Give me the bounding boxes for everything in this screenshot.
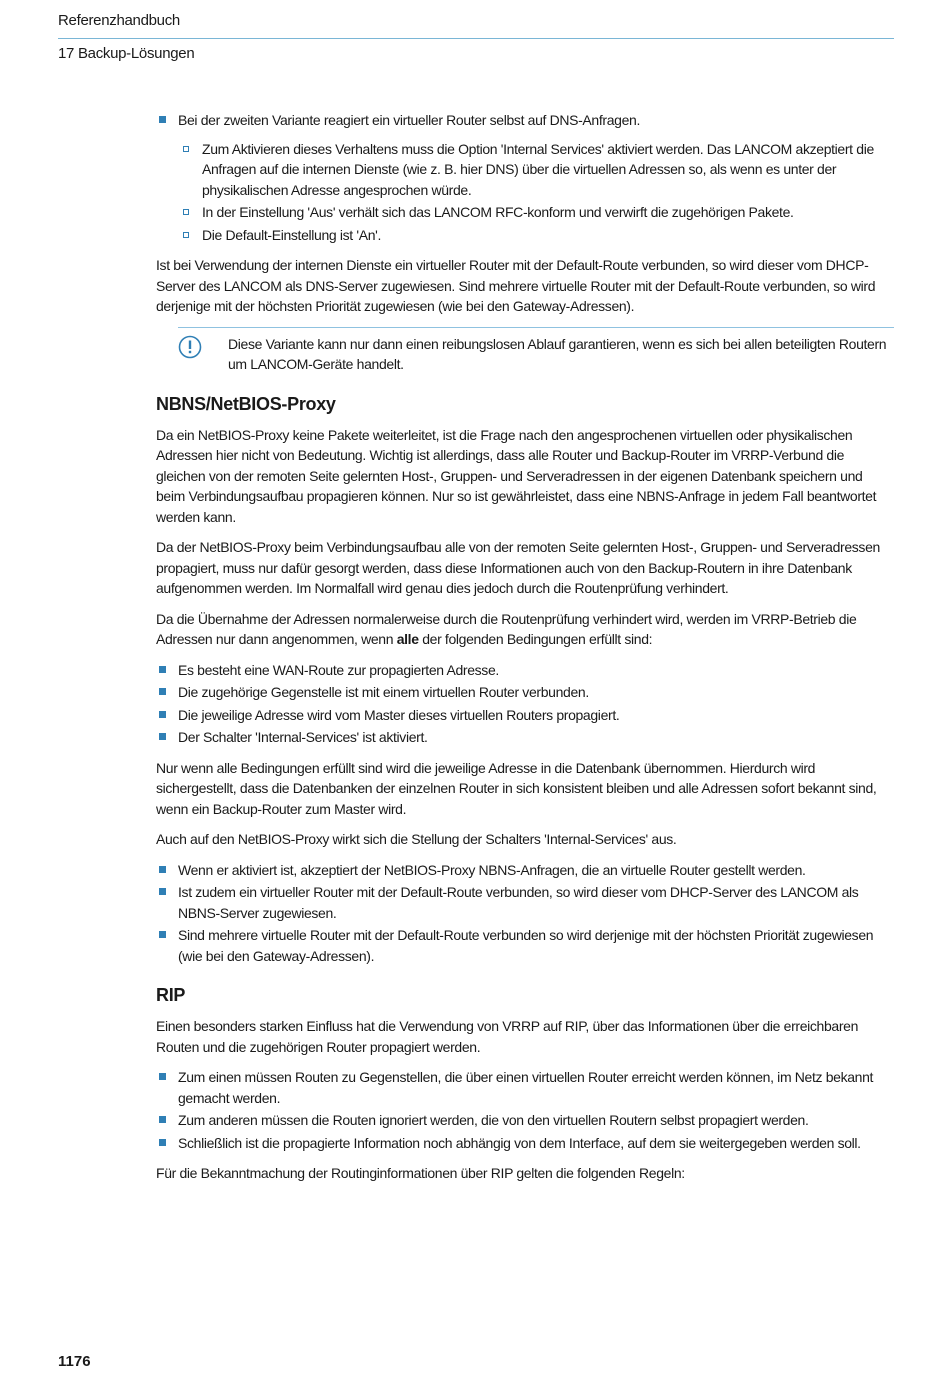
paragraph: Ist bei Verwendung der internen Dienste ein virtueller Router mit der Default-Route verbunden, so wird dieser vom DHCP-Server des LANCOM als DNS-Server zugewiesen. Sind mehrere virtuelle Router mit der Default-Route verbunden, so wird derjenige mit der höchsten Priorität zugewiesen (wie bei den Gateway-Adressen). xyxy=(156,257,876,314)
section-heading-rip: RIP xyxy=(156,985,186,1005)
list-item: Der Schalter 'Internal-Services' ist aktiviert. xyxy=(156,727,894,748)
sub-list-item: Zum Aktivieren dieses Verhaltens muss die Option 'Internal Services' aktiviert werden. Das LANCOM akzeptiert die Anfragen auf die internen Dienste (wie z. B. hier DNS) über die virtuellen Adressen so, als wenn es unter der physikalischen Adresse angesprochen würde. xyxy=(178,139,894,201)
section-heading-nbns: NBNS/NetBIOS-Proxy xyxy=(156,393,336,414)
list-item: Zum anderen müssen die Routen ignoriert werden, die von den virtuellen Routern selbst propagiert werden. xyxy=(156,1110,894,1131)
paragraph: Einen besonders starken Einfluss hat die Verwendung von VRRP auf RIP, über das Informationen über die erreichbaren Routen und die zugehörigen Router propagiert werden. xyxy=(156,1018,859,1055)
chapter-title: 17 Backup-Lösungen xyxy=(58,45,195,62)
paragraph: Da ein NetBIOS-Proxy keine Pakete weiterleitet, ist die Frage nach den angesprochenen virtuellen oder physikalischen Adressen hier nicht von Bedeutung. Wichtig ist allerdings, dass alle Router und Backup-Router im VRRP-Verbund die gleichen von der remoten Seite gelernten Host-, Gruppen- und Serveradressen in der eigenen Datenbank speichern und beim Verbindungsaufbau propagieren können. Nur so ist gewährleistet, dass eine NBNS-Anfrage in jedem Fall beantwortet werden kann. xyxy=(156,426,877,525)
emphasis: alle xyxy=(396,631,419,647)
paragraph: Für die Bekanntmachung der Routinginformationen über RIP gelten die folgenden Regeln: xyxy=(156,1165,685,1181)
paragraph-text: der folgenden Bedingungen erfüllt sind: xyxy=(418,631,653,647)
list-item xyxy=(156,110,894,245)
paragraph: Da der NetBIOS-Proxy beim Verbindungsaufbau alle von der remoten Seite gelernten Host-, Gruppen- und Serveradressen propagiert, muss nur dafür gesorgt werden, dass diese Informationen auch von den Backup-Routern in ihre Datenbank aufgenommen werden. Im Normalfall wird genau dies jedoch durch die Routenprüfung verhindert. xyxy=(156,539,880,596)
book-title: Referenzhandbuch xyxy=(58,12,180,29)
conditions-list xyxy=(156,660,894,748)
list-item: Die jeweilige Adresse wird vom Master dieses virtuellen Routers propagiert. xyxy=(156,705,894,726)
page-number: 1176 xyxy=(58,1353,91,1370)
paragraph-text: Da die Übernahme der Adressen normalerweise durch die Routenprüfung verhindert wird, werden im VRRP-Betrieb die Adressen nur dann angenommen, wenn xyxy=(156,610,857,647)
sub-list xyxy=(178,139,894,246)
list-item-text: Bei der zweiten Variante reagiert ein virtueller Router selbst auf DNS-Anfragen. xyxy=(178,112,640,128)
list-item: Sind mehrere virtuelle Router mit der Default-Route verbunden so wird derjenige mit der höchsten Priorität zugewiesen (wie bei den Gateway-Adressen). xyxy=(156,925,894,966)
note-box xyxy=(178,327,894,375)
paragraph: Nur wenn alle Bedingungen erfüllt sind wird die jeweilige Adresse in die Datenbank übernommen. Hierdurch wird sichergestellt, dass die Datenbanken der einzelnen Router in sich konsistent bleiben und alle Adressen sofort bekannt sind, wenn ein Backup-Router zum Master wird. xyxy=(156,759,877,817)
list-item: Es besteht eine WAN-Route zur propagierten Adresse. xyxy=(156,660,894,681)
rip-list xyxy=(156,1067,894,1153)
list-item: Zum einen müssen Routen zu Gegenstellen, die über einen virtuellen Router erreicht werden können, im Netz bekannt gemacht werden. xyxy=(156,1067,894,1108)
list-item: Wenn er aktiviert ist, akzeptiert der NetBIOS-Proxy NBNS-Anfragen, die an virtuelle Router gestellt werden. xyxy=(156,860,894,881)
dns-variant-list xyxy=(156,110,894,245)
paragraph xyxy=(156,609,894,650)
warning-icon xyxy=(178,335,202,359)
list-item: Schließlich ist die propagierte Information noch abhängig von dem Interface, auf dem sie weitergegeben werden soll. xyxy=(156,1133,894,1154)
sub-list-item: In der Einstellung 'Aus' verhält sich das LANCOM RFC-konform und verwirft die zugehörigen Pakete. xyxy=(178,202,894,223)
sub-list-item: Die Default-Einstellung ist 'An'. xyxy=(178,225,894,246)
switch-effects-list xyxy=(156,860,894,967)
list-item: Die zugehörige Gegenstelle ist mit einem virtuellen Router verbunden. xyxy=(156,682,894,703)
note-text: Diese Variante kann nur dann einen reibungslosen Ablauf garantieren, wenn es sich bei allen beteiligten Routern um LANCOM-Geräte handelt. xyxy=(228,335,887,372)
paragraph: Auch auf den NetBIOS-Proxy wirkt sich die Stellung der Schalters 'Internal-Services' aus. xyxy=(156,831,677,847)
header-divider xyxy=(58,38,894,39)
page-content xyxy=(156,110,894,1194)
list-item: Ist zudem ein virtueller Router mit der Default-Route verbunden, so wird dieser vom DHCP-Server des LANCOM als NBNS-Server zugewiesen. xyxy=(156,882,894,923)
